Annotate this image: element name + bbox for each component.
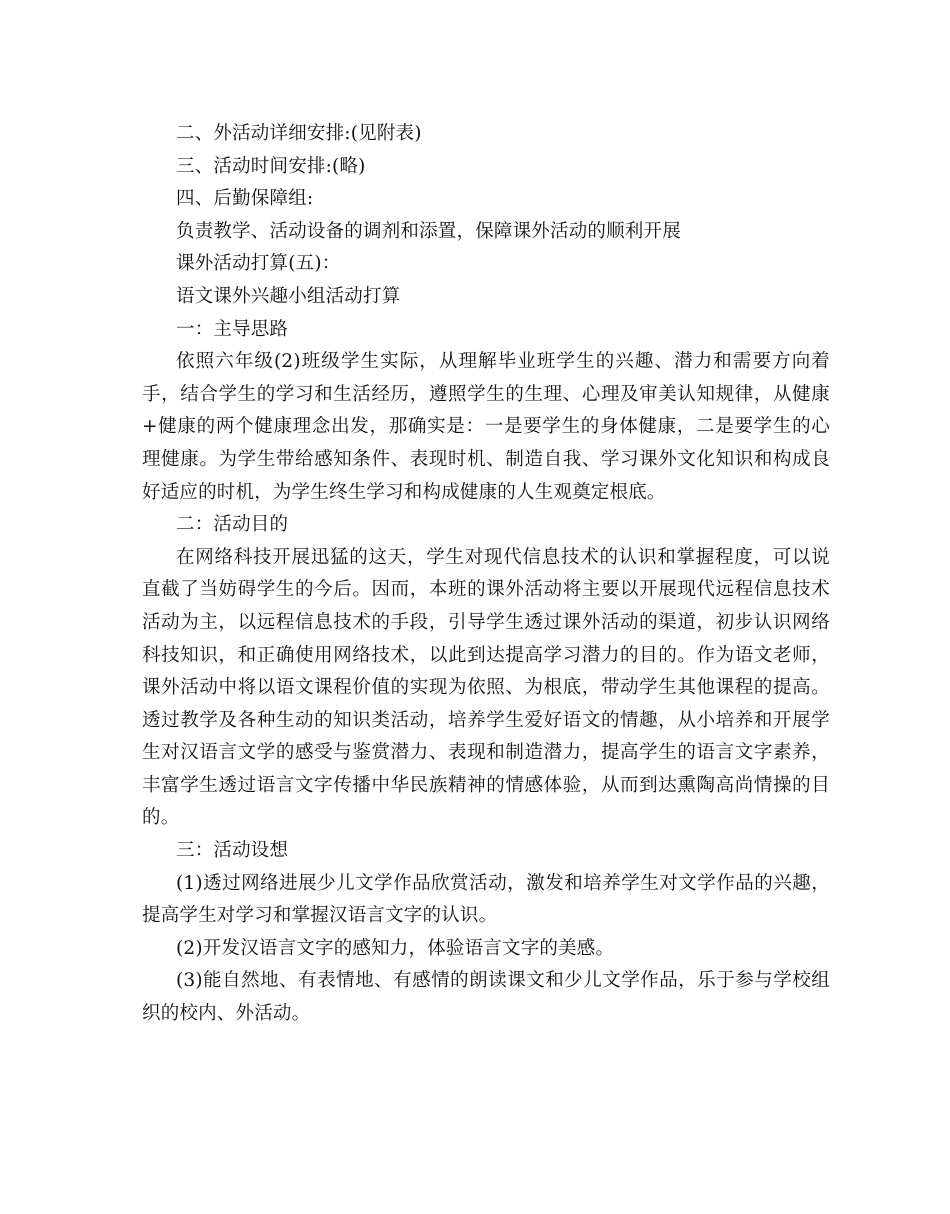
paragraph: 四、后勤保障组:	[176, 188, 314, 210]
paragraph: 三、活动时间安排:(略)	[176, 155, 366, 177]
paragraph: 依照六年级(2)班级学生实际，从理解毕业班学生的兴趣、潜力和需要方向着手，结合学生的学习和生活经历，遵照学生的生理、心理及审美认知规律，从健康+健康的两个健康理念出发，那确实是：一是要学生的身体健康，二是要学生的心理健康。为学生带给感知条件、表现时机、制造自我、学习课外文化知识和构成良好适应的时机，为学生终生学习和构成健康的人生观奠定根底。	[142, 351, 830, 503]
section-heading: 三：活动设想	[176, 840, 289, 862]
document-page	[142, 118, 830, 1031]
paragraph: 二、外活动详细安排:(见附表)	[176, 123, 422, 144]
list-item: (1)透过网络进展少儿文学作品欣赏活动，激发和培养学生对文学作品的兴趣，提高学生对学习和掌握汉语言文字的认识。	[142, 872, 830, 927]
paragraph: 负责教学、活动设备的调剂和添置，保障课外活动的顺利开展	[176, 220, 681, 242]
section-heading: 二：活动目的	[176, 514, 289, 536]
document-title: 语文课外兴趣小组活动打算	[176, 285, 401, 307]
section-heading: 一：主导思路	[176, 318, 289, 340]
list-item: (3)能自然地、有表情地、有感情的朗读课文和少儿文学作品，乐于参与学校组织的校内、外活动。	[142, 970, 830, 1025]
paragraph: 在网络科技开展迅猛的这天，学生对现代信息技术的认识和掌握程度，可以说直截了当妨碍学生的今后。因而，本班的课外活动将主要以开展现代远程信息技术活动为主，以远程信息技术的手段，引导学生透过课外活动的渠道，初步认识网络科技知识，和正确使用网络技术，以此到达提高学习潜力的目的。作为语文老师，课外活动中将以语文课程价值的实现为依照、为根底，带动学生其他课程的提高。透过教学及各种生动的知识类活动，培养学生爱好语文的情趣，从小培养和开展学生对汉语言文学的感受与鉴赏潜力、表现和制造潜力，提高学生的语言文字素养，丰富学生透过语言文字传播中华民族精神的情感体验，从而到达熏陶高尚情操的目的。	[142, 546, 830, 829]
section-title: 课外活动打算(五)：	[176, 253, 341, 275]
list-item: (2)开发汉语言文字的感知力，体验语言文字的美感。	[176, 937, 615, 959]
